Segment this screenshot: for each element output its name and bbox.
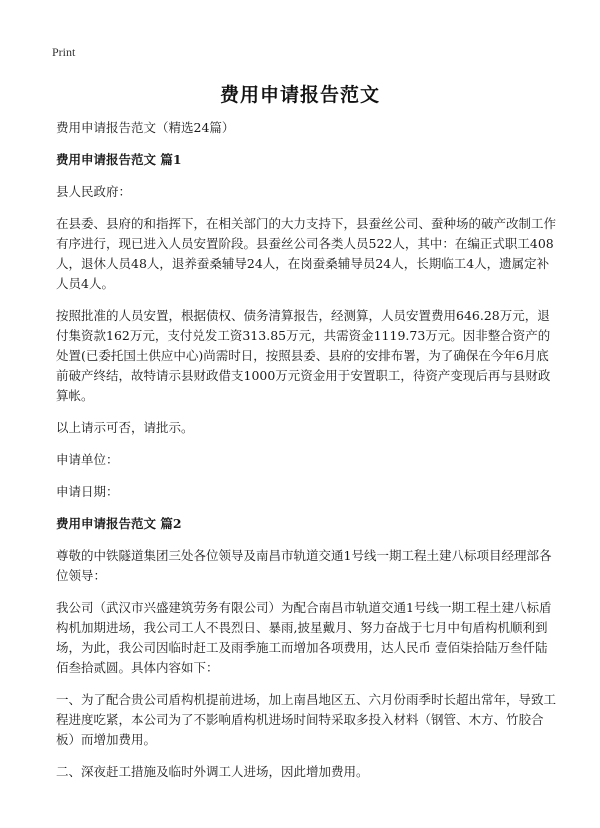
salutation-2: 尊敬的中铁隧道集团三处各位领导及南昌市轨道交通1号线一期工程土建八标项目经理部各位领导： xyxy=(56,548,552,583)
application-date: 申请日期： xyxy=(56,484,119,499)
request-line: 以上请示可否，请批示。 xyxy=(56,420,194,435)
document-body xyxy=(56,118,556,794)
document-subtitle: 费用申请报告范文（精选24篇） xyxy=(56,120,235,135)
applicant-unit: 申请单位： xyxy=(56,452,119,467)
section-heading-2: 费用申请报告范文 篇2 xyxy=(56,516,182,531)
print-label[interactable]: Print xyxy=(52,45,76,59)
paragraph-2-1: 我公司（武汉市兴盛建筑劳务有限公司）为配合南昌市轨道交通1号线一期工程土建八标盾构机加期进场，我公司工人不畏烈日、暴雨,披星戴月、努力奋战于七月中旬盾构机顺利到场，为此，我公司因临时赶工及雨季施工而增加各项费用，达人民币 壹佰柒拾陆万叁仟陆佰叁拾贰圆。具体内容如下： xyxy=(56,600,552,675)
paragraph-2-2: 一、为了配合贵公司盾构机提前进场，加上南昌地区五、六月份雨季时长超出常年，导致工程进度吃紧，本公司为了不影响盾构机进场时间特采取多投入材料（钢管、木方、竹胶合板）而增加费用。 xyxy=(56,692,557,747)
page-title: 费用申请报告范文 xyxy=(219,84,380,106)
salutation-1: 县人民政府： xyxy=(56,184,132,199)
paragraph-1-2: 按照批准的人员安置，根据债权、债务清算报告，经测算，人员安置费用646.28万元，退付集资款162万元，支付兑发工资313.85万元，共需资金1119.73万元。因非整合资产的处置(已委托国土供应中心)尚需时日，按照县委、县府的安排布署，为了确保在今年6月底前破产终结，故特请示县财政借支1000万元资金用于安置职工，待资产变现后再与县财政算帐。 xyxy=(56,308,551,403)
paragraph-2-3: 二、深夜赶工措施及临时外调工人进场，因此增加费用。 xyxy=(56,764,369,779)
paragraph-1-1: 在县委、县府的和指挥下，在相关部门的大力支持下，县蚕丝公司、蚕种场的破产改制工作有序进行，现已进入人员安置阶段。县蚕丝公司各类人员522人，其中：在编正式职工408人，退休人员48人，退养蚕桑辅导24人，在岗蚕桑辅导员24人，长期临工4人，遗属定补人员4人。 xyxy=(56,216,557,291)
section-heading-1: 费用申请报告范文 篇1 xyxy=(56,152,182,167)
